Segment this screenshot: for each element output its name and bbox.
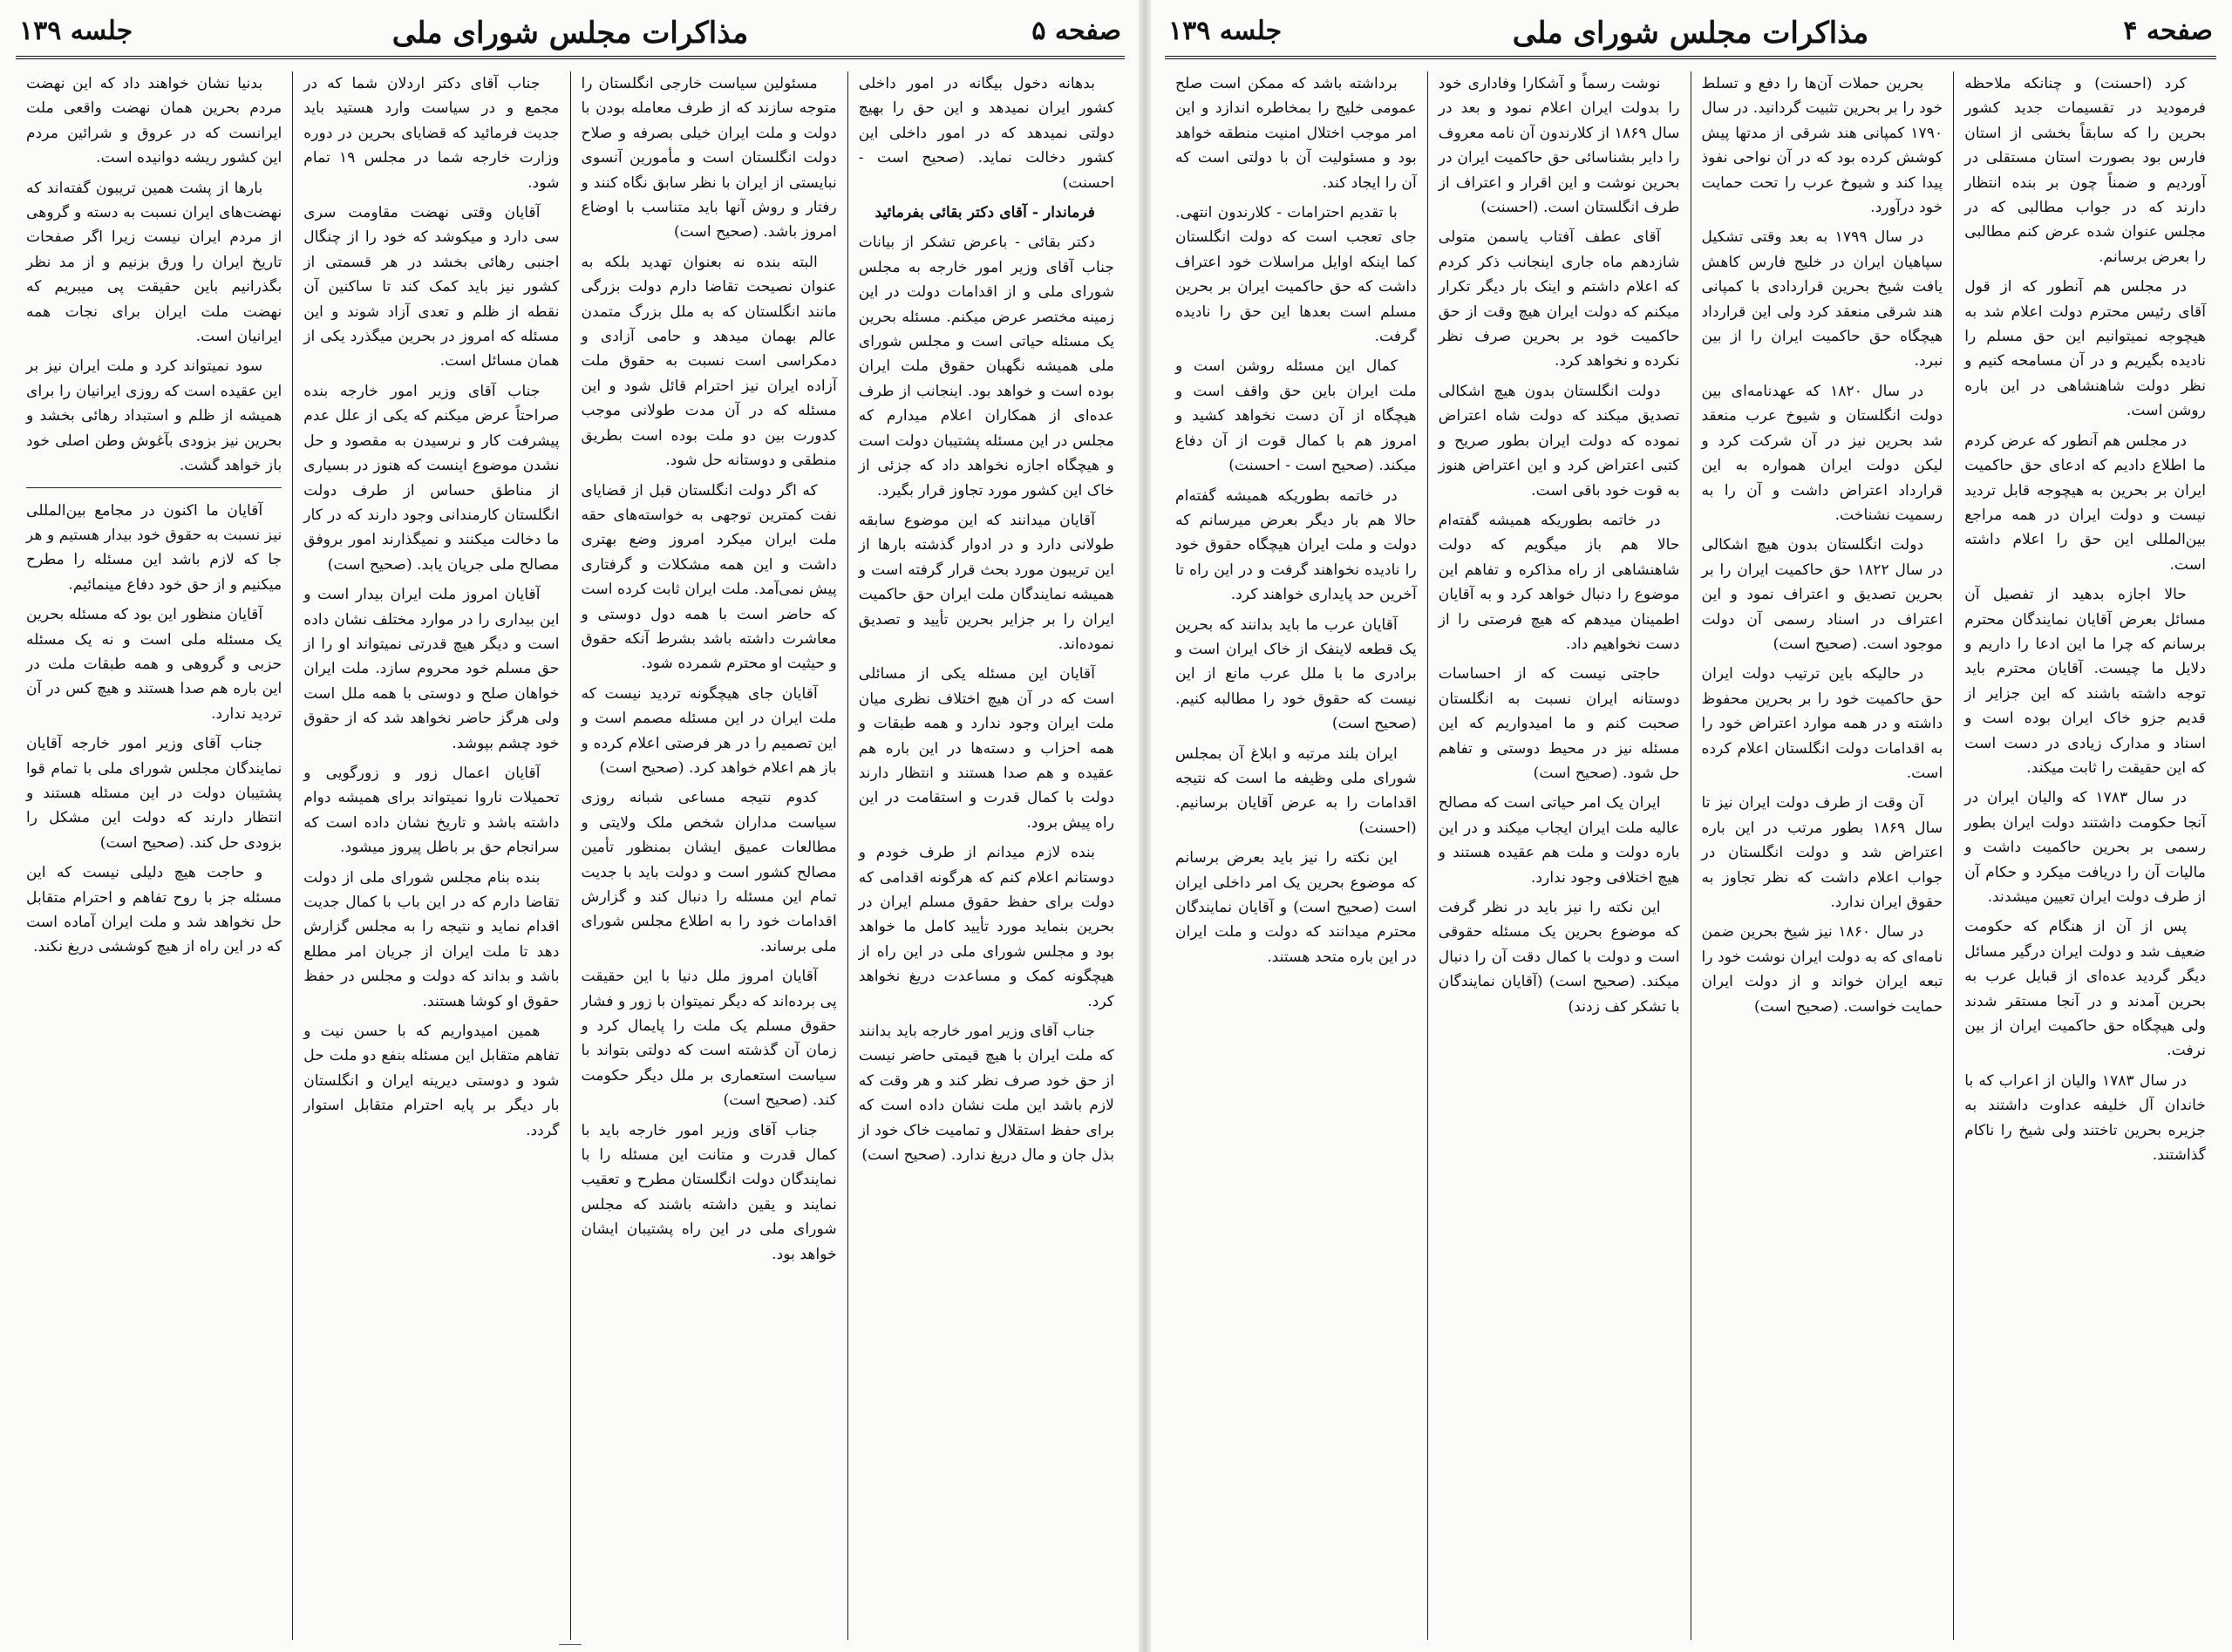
paragraph: در مجلس هم آنطور که از قول آقای رئیس محترم دولت اعلام شد به هیچوجه نمیتوانیم این حق مسلم را نادیده بگیریم و در آن مسامحه کنیم و نظر دولت شاهنشاهی در این باره روشن است. bbox=[1964, 278, 2206, 420]
left-page-columns bbox=[16, 71, 1125, 1640]
right-page-header bbox=[1149, 10, 2232, 59]
paragraph: کدوم نتیجه مساعی شبانه روزی سیاست مداران شخص ملک ولایتی و مطالعات عمیق ایشان بمنظور تأمین مصالح کشور است و دولت باید با جدیت تمام این مسئله را دنبال کند و گزارش اقدامات خود را به اطلاع مجلس شورای ملی برساند. bbox=[581, 789, 837, 955]
text-column bbox=[293, 71, 570, 1640]
paragraph: بارها از پشت همین تریبون گفته‌اند که نهضت‌های ایران نسبت به دسته و گروهی از مردم ایران نیست زیرا اگر صفحات تاریخ ایران را ورق بزنیم و از مد نظر بگذرانیم باین حقیقت پی میبریم که نهضت ملت ایران برای نجات همه ایرانیان است. bbox=[26, 179, 282, 346]
paragraph: جناب آقای وزیر امور خارجه آقایان نمایندگان مجلس شورای ملی با تمام قوا پشتیبان دولت در این مسئله هستند و انتظار دارند که دولت این مشکل را بزودی حل کند. (صحیح است) bbox=[26, 735, 282, 852]
paragraph: آقایان جای هیچگونه تردید نیست که ملت ایران در این مسئله مصمم است و این تصمیم را در هر فرصتی اعلام کرده و باز هم اعلام خواهد کرد. (صحیح است) bbox=[581, 684, 837, 777]
paragraph: آقایان وقتی نهضت مقاومت سری سی دارد و میکوشد که خود را از چنگال اجنبی رهائی بخشد در هر قسمتی از کشور نیز باید کمک کند تا ساکنین آن نقطه از ظلم و تعدی آزاد شوند و این مسئله که امروز در بحرین میگذرد یکی از همان مسائل است. bbox=[303, 204, 560, 371]
right-page-columns bbox=[1165, 71, 2216, 1640]
paragraph: در حالیکه باین ترتیب دولت ایران حق حاکمیت خود را بر بحرین محفوظ داشته و در همه موارد اعتراض خود را به اقدامات دولت انگلستان اعلام کرده است. bbox=[1701, 665, 1943, 782]
paragraph: حاجتی نیست که از احساسات دوستانه ایران نسبت به انگلستان صحبت کنم و ما امیدواریم که این مسئله نیز در محیط دوستی و تفاهم حل شود. (صحیح است) bbox=[1438, 665, 1680, 782]
text-column bbox=[1691, 71, 1955, 1640]
paragraph: در مجلس هم آنطور که عرض کردم ما اطلاع دادیم که ادعای حق حاکمیت ایران بر بحرین به هیچوجه قابل تردید نیست و دولت ایران در همه مراجع بین‌المللی این حق را اعلام داشته است. bbox=[1964, 432, 2206, 574]
paragraph: و حاجت هیچ دلیلی نیست که این مسئله جز با روح تفاهم و احترام متقابل حل نخواهد شد و ملت ایران آماده است که در این راه از هیچ کوششی دریغ نکند. bbox=[26, 864, 282, 956]
paragraph: همین امیدواریم که با حسن نیت و تفاهم متقابل این مسئله بنفع دو ملت حل شود و دوستی دیرینه ایران و انگلستان بار دیگر بر پایه احترام متقابل استوار گردد. bbox=[303, 1023, 560, 1139]
paragraph: پس از آن از هنگام که حکومت ضعیف شد و دولت ایران درگیر مسائل دیگر گردید عده‌ای از قبایل عرب به بحرین آمدند و در آنجا مستقر شدند ولی هیچگاه حق حاکمیت ایران از بین نرفت. bbox=[1964, 918, 2206, 1060]
paragraph: در سال ۱۷۹۹ به بعد وقتی تشکیل سپاهیان ایران در خلیج فارس کاهش یافت شیخ بحرین قراردادی با کمپانی هند شرقی منعقد کرد ولی این قرارداد هیچگاه حق حاکمیت ایران را از بین نبرد. bbox=[1701, 228, 1943, 371]
left-page-title: مذاکرات مجلس شورای ملی bbox=[391, 16, 749, 51]
paragraph: کمال این مسئله روشن است و ملت ایران باین حق واقف است و هیچگاه از آن دست نخواهد کشید و امروز هم با کمال قوت از آن دفاع میکند. (صحیح است - احسنت) bbox=[1175, 357, 1417, 475]
paragraph: دکتر بقائی - باعرض تشکر از بیانات جناب آقای وزیر امور خارجه به مجلس شورای ملی و از اقدامات دولت در این زمینه مختصر عرض میکنم. مسئله بحرین یک مسئله حیاتی است و مجلس شورای ملی همیشه نگهبان حقوق ملت ایران بوده است و خواهد بود. اینجانب از طرف عده‌ای از همکاران اعلام میدارم که مجلس در این مسئله پشتیبان دولت است و هیچگاه اجازه نخواهد داد که جزئی از خاک این کشور مورد تجاوز قرار بگیرد. bbox=[858, 234, 1114, 500]
paragraph: بدنیا نشان خواهند داد که این نهضت مردم بحرین همان نهضت واقعی ملت ایرانست که در عروق و شرائین مردم این کشور ریشه دوانیده است. bbox=[26, 75, 282, 167]
paragraph: البته بنده نه بعنوان تهدید بلکه به عنوان نصیحت تقاضا دارم دولت بزرگی مانند انگلستان که به ملل بزرگ متمدن عالم بهمان میدهد و حامی آزادی و دمکراسی است نسبت به حقوق ملت آزاده ایران نیز احترام قائل شود و این مسئله که در آن مدت طولانی موجب کدورت بین دو ملت بوده است بطریق منطقی و دوستانه حل شود. bbox=[581, 253, 837, 470]
paragraph: این نکته را نیز باید در نظر گرفت که موضوع بحرین یک مسئله حقوقی است و دولت با کمال دقت آن را دنبال میکند. (صحیح است) (آقایان نمایندگان با تشکر کف زدند) bbox=[1438, 899, 1680, 1016]
paragraph: برداشته باشد که ممکن است صلح عمومی خلیج را بمخاطره اندازد و این امر موجب اختلال امنیت منطقه خواهد بود و مسئولیت آن با دولتی است که آن را ایجاد کند. bbox=[1175, 75, 1417, 192]
paragraph: با تقدیم احترامات - کلارندون انتهی. جای تعجب است که دولت انگلستان کما اینکه اوایل مراسلات خود اعتراف داشت که حق حاکمیت ایران بر بحرین مسلم است بعدها این حق را نادیده گرفت. bbox=[1175, 204, 1417, 346]
right-page bbox=[1149, 0, 2232, 1652]
paragraph: آقایان عرب ما باید بدانند که بحرین یک قطعه لاینفک از خاک ایران است و برادری ما با ملل عرب مانع از این نیست که حقوق خود را مطالبه کنیم. (صحیح است) bbox=[1175, 615, 1417, 733]
text-column bbox=[1165, 71, 1428, 1640]
paragraph: جناب آقای دکتر اردلان شما که در مجمع و در سیاست وارد هستید باید جدیت فرمائید که قضایای بحرین در دوره وزارت خارجه شما در مجلس ۱۹ تمام شود. bbox=[303, 75, 560, 192]
paragraph: ایران یک امر حیاتی است که مصالح عالیه ملت ایران ایجاب میکند و در این باره دولت و ملت هم عقیده هستند و هیچ اختلافی وجود ندارد. bbox=[1438, 794, 1680, 887]
left-page-header bbox=[0, 10, 1140, 59]
paragraph: آقایان امروز ملل دنیا با این حقیقت پی برده‌اند که دیگر نمیتوان با زور و فشار حقوق مسلم یک ملت را پایمال کرد و زمان آن گذشته است که دولتی بتواند با سیاست استعماری بر ملل دیگر حکومت کند. (صحیح است) bbox=[581, 968, 837, 1110]
paragraph: حالا اجازه بدهید از تفصیل آن مسائل بعرض آقایان نمایندگان محترم برسانم که چرا ما این ادعا را داریم و دلایل ما چیست. آقایان محترم باید توجه داشته باشند که این جزایر از قدیم جزو خاک ایران بوده است و اسناد و مدارک زیادی در دست است که این حقیقت را ثابت میکند. bbox=[1964, 586, 2206, 777]
page-fold-mark bbox=[559, 1644, 582, 1650]
paragraph: در سال ۱۸۲۰ که عهدنامه‌ای بین دولت انگلستان و شیوخ عرب منعقد شد بحرین نیز در آن شرکت کرد و لیکن دولت ایران همواره به این قرارداد اعتراض داشت و آن را به رسمیت نشناخت. bbox=[1701, 382, 1943, 524]
left-page-session: جلسه ۱۳۹ bbox=[19, 16, 133, 46]
paragraph: آقایان این مسئله یکی از مسائلی است که در آن هیچ اختلاف نظری میان ملت ایران وجود ندارد و همه طبقات و همه احزاب و دسته‌ها در این باره هم عقیده و هم صدا هستند و انتظار دارند دولت با کمال قدرت و استقامت در این راه پیش برود. bbox=[858, 665, 1114, 832]
paragraph: در سال ۱۷۸۳ که والیان ایران در آنجا حکومت داشتند دولت ایران بطور رسمی بر بحرین حاکمیت داشت و مالیات آن را دریافت میکرد و حکام آن از طرف دولت ایران تعیین میشدند. bbox=[1964, 789, 2206, 906]
header-rule bbox=[1165, 56, 2216, 59]
header-rule bbox=[16, 56, 1125, 59]
paragraph: بنده لازم میدانم از طرف خودم و دوستانم اعلام کنم که هرگونه اقدامی که دولت برای حفظ حقوق مسلم ایران در بحرین بنماید مورد تأیید کامل ما خواهد بود و مجلس شورای ملی در این راه از هیچگونه کمک و مساعدت دریغ نخواهد کرد. bbox=[858, 844, 1114, 1010]
right-page-session: جلسه ۱۳۹ bbox=[1168, 16, 1283, 46]
paragraph: بنده بنام مجلس شورای ملی از دولت تقاضا دارم که در این باب با کمال جدیت اقدام نماید و نتیجه را به مجلس گزارش دهد تا ملت ایران از جریان امر مطلع باشد و بداند که دولت و مجلس در حفظ حقوق او کوشا هستند. bbox=[303, 868, 560, 1010]
paragraph: در سال ۱۸۶۰ نیز شیخ بحرین ضمن نامه‌ای که به دولت ایران نوشت خود را تبعه ایران خواند و از دولت ایران حمایت خواست. (صحیح است) bbox=[1701, 923, 1943, 1016]
paragraph: در خاتمه بطوریکه همیشه گفته‌ام حالا هم بار دیگر بعرض میرسانم که دولت و ملت ایران هیچگاه حقوق خود را نادیده نخواهند گرفت و در این راه تا آخرین حد پایداری خواهند کرد. bbox=[1175, 486, 1417, 604]
paragraph: که اگر دولت انگلستان قبل از قضایای نفت کمترین توجهی به خواسته‌های حقه ملت ایران میکرد امروز وضع بهتری داشت و این همه مشکلات و گرفتاری پیش نمی‌آمد. ملت ایران ثابت کرده است که حاضر است با همه دول دوستی و معاشرت داشته باشد بشرط آنکه حقوق و حیثیت او محترم شمرده شود. bbox=[581, 481, 837, 673]
section-divider bbox=[26, 487, 282, 488]
paragraph: آقایان امروز ملت ایران بیدار است و این بیداری را در موارد مختلف نشان داده است و دیگر هیچ قدرتی نمیتواند او را از حق مسلم خود محروم سازد. ملت ایران خواهان صلح و دوستی با همه ملل است ولی هرگز حاضر نخواهد شد که از حقوق خود چشم بپوشد. bbox=[303, 586, 560, 752]
paragraph: آقایان ما اکنون در مجامع بین‌المللی نیز نسبت به حقوق خود بیدار هستیم و هر جا که لازم باشد این مسئله را مطرح میکنیم و از حق خود دفاع مینمائیم. bbox=[26, 501, 282, 594]
paragraph: این نکته را نیز باید بعرض برسانم که موضوع بحرین یک امر داخلی ایران است (صحیح است) و آقایان نمایندگان محترم میدانند که دولت و ملت ایران در این باره متحد هستند. bbox=[1175, 849, 1417, 966]
paragraph: در سال ۱۷۸۳ والیان از اعراب که با خاندان آل خلیفه عداوت داشتند به جزیره بحرین تاختند ولی شیخ را ناکام گذاشتند. bbox=[1964, 1071, 2206, 1165]
paragraph: جناب آقای وزیر امور خارجه باید بدانند که ملت ایران با هیچ قیمتی حاضر نیست از حق خود صرف نظر کند و هر وقت که لازم باشد این ملت نشان داده است که برای حفظ استقلال و تمامیت خاک خود از بذل جان و مال دریغ ندارد. (صحیح است) bbox=[858, 1023, 1114, 1165]
left-page-number: صفحه ۵ bbox=[1031, 16, 1121, 46]
paragraph: بدهانه دخول بیگانه در امور داخلی کشور ایران نمیدهد و این حق را بهیچ دولتی نمیدهد که در امور داخلی این کشور دخالت نماید. (صحیح است - احسنت) bbox=[858, 75, 1114, 192]
paragraph: ایران بلند مرتبه و ابلاغ آن بمجلس شورای ملی وظیفه ما است که نتیجه اقدامات را به عرض آقایان برسانیم. (احسنت) bbox=[1175, 744, 1417, 837]
paragraph: جناب آقای وزیر امور خارجه باید با کمال قدرت و متانت این مسئله را با نمایندگان دولت انگلستان مطرح و تعقیب نمایند و یقین داشته باشند که مجلس شورای ملی در این راه پشتیبان ایشان خواهد بود. bbox=[581, 1121, 837, 1263]
paragraph: آقایان اعمال زور و زورگویی و تحمیلات ناروا نمیتواند برای همیشه دوام داشته باشد و تاریخ نشان داده است که سرانجام حق بر باطل پیروز میشود. bbox=[303, 764, 560, 857]
paragraph: سود نمیتواند کرد و ملت ایران نیز بر این عقیده است که روزی ایرانیان را برای همیشه از ظلم و استبداد رهائی بخشد و بحرین نیز بزودی بآغوش وطن اصلی خود باز خواهد گشت. bbox=[26, 357, 282, 475]
paragraph: دولت انگلستان بدون هیچ اشکالی تصدیق میکند که دولت شاه اعتراض نموده که دولت ایران بطور صریح و کتبی اعتراض کرد و این اعتراض هنوز به قوت خود باقی است. bbox=[1438, 382, 1680, 500]
paragraph: کرد (احسنت) و چنانکه ملاحظه فرمودید در تقسیمات جدید کشور بحرین را که سابقاً بخشی از استان فارس بود بصورت استان مستقلی در آوردیم و ضمناً چون بر بنده انتظار دارند که در جواب مطالبی که در مجلس عنوان شده عرض کنم مطالبی را بعرض برسانم. bbox=[1964, 75, 2206, 266]
text-column bbox=[571, 71, 848, 1640]
paragraph: نوشت رسماً و آشکارا وفاداری خود را بدولت ایران اعلام نمود و بعد در سال ۱۸۶۹ از کلارندون آن نامه معروف را دایر بشناسائی حق حاکمیت ایران در بحرین نوشت و این اقرار و اعتراف از طرف انگلستان است. (احسنت) bbox=[1438, 75, 1680, 217]
paragraph: مسئولین سیاست خارجی انگلستان را متوجه سازند که از طرف معامله بودن با دولت و ملت ایران خیلی بصرفه و صلاح دولت انگلستان است و مأمورین آنسوی نبایستی از ایران با نظر سابق نگاه کنند و رفتار و روش آنها باید متناسب با اوضاع امروز باشد. (صحیح است) bbox=[581, 75, 837, 241]
paragraph: فرماندار - آقای دکتر بقائی بفرمائید bbox=[874, 204, 1095, 222]
text-column bbox=[848, 71, 1125, 1640]
text-column bbox=[1428, 71, 1691, 1640]
text-column bbox=[1954, 71, 2216, 1640]
paragraph: جناب آقای وزیر امور خارجه بنده صراحتاً عرض میکنم که یکی از علل عدم پیشرفت کار و نرسیدن به مقصود و حل نشدن موضوع اینست که هنوز در بسیاری از مناطق حساس از طرف دولت انگلستان کارمندانی وجود دارند که در کار ما دخالت میکنند و نمیگذارند امور بروفق مصالح ملی جریان یابد. (صحیح است) bbox=[303, 382, 560, 574]
paragraph: آن وقت از طرف دولت ایران نیز تا سال ۱۸۶۹ بطور مرتب در این باره اعتراض شد و دولت انگلستان در جواب اعلام داشت که نظر تجاوز به حقوق ایران ندارد. bbox=[1701, 794, 1943, 911]
paragraph: آقایان منظور این بود که مسئله بحرین یک مسئله ملی است و نه یک مسئله حزبی و گروهی و همه طبقات ملت در این باره هم صدا هستند و هیچ کس در آن تردید ندارد. bbox=[26, 606, 282, 723]
text-column bbox=[16, 71, 293, 1640]
paragraph: بحرین حملات آن‌ها را دفع و تسلط خود را بر بحرین تثبیت گردانید. در سال ۱۷۹۰ کمپانی هند شرقی از مدتها پیش کوشش کرده بود که در آن نواحی نفوذ پیدا کند و شیوخ عرب را تحت حمایت خود درآورد. bbox=[1701, 75, 1943, 217]
paragraph: در خاتمه بطوریکه همیشه گفته‌ام حالا هم باز میگویم که دولت شاهنشاهی از راه مذاکره و تفاهم این موضوع را دنبال خواهد کرد و به آقایان اطمینان میدهم که هیچ فرصتی را از دست نخواهیم داد. bbox=[1438, 511, 1680, 653]
paragraph: آقایان میدانند که این موضوع سابقه طولانی دارد و در ادوار گذشته بارها از این تریبون مورد بحث قرار گرفته است و همیشه نمایندگان ملت ایران حق حاکمیت ایران را بر جزایر بحرین تأیید و تصدیق نموده‌اند. bbox=[858, 511, 1114, 653]
right-page-number: صفحه ۴ bbox=[2123, 16, 2213, 46]
right-page-title: مذاکرات مجلس شورای ملی bbox=[1512, 16, 1869, 51]
paragraph: دولت انگلستان بدون هیچ اشکالی در سال ۱۸۲۲ حق حاکمیت ایران را بر بحرین تصدیق و اعتراف نمود و این اعتراف در اسناد رسمی آن دولت موجود است. (صحیح است) bbox=[1701, 536, 1943, 653]
paragraph: آقای عطف آفتاب یاسمن متولی شازدهم ماه جاری اینجانب ذکر کردم که اعلام داشتم و اینک بار دیگر تکرار میکنم که دولت ایران هیچ وقت از حق حاکمیت خود بر بحرین صرف نظر نکرده و نخواهد کرد. bbox=[1438, 228, 1680, 371]
